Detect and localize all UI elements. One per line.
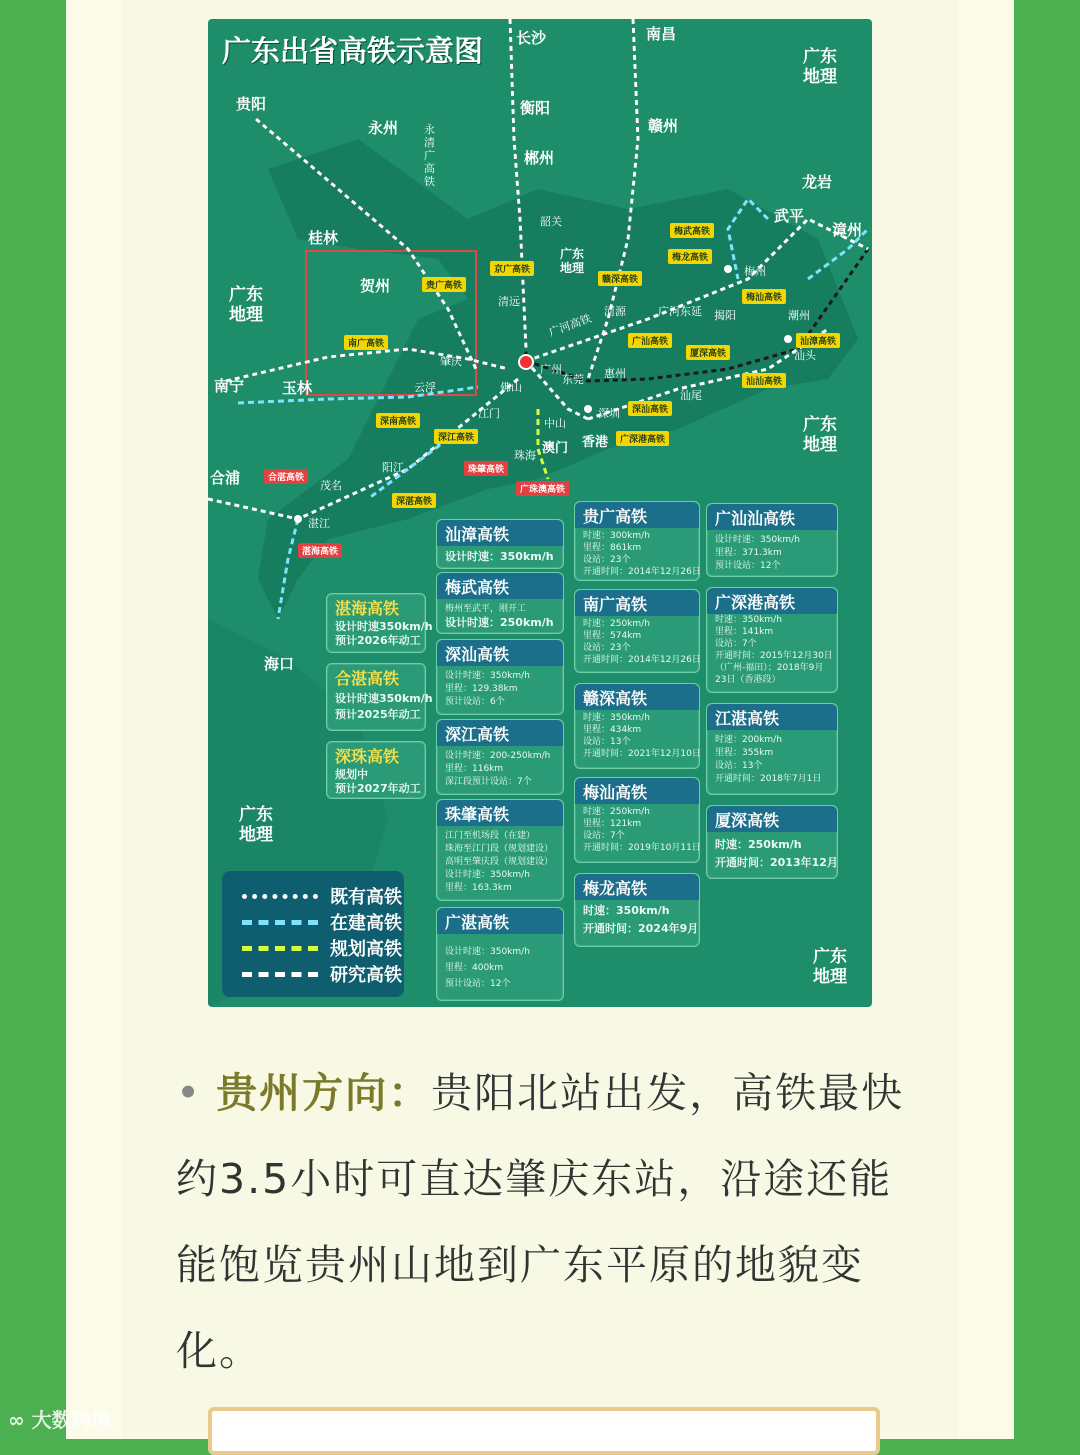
tag-nan-guang: 南广高铁 [344,335,388,350]
route-card-zhanhai [326,593,433,653]
route-name: 梅汕高铁 [583,783,648,802]
route-name: 赣深高铁 [583,689,648,708]
right-border [1014,0,1080,1439]
city-shanwei: 汕尾 [680,389,702,402]
route-detail: 时速：200km/h [715,735,782,745]
city-wuping: 武平 [774,207,805,225]
watermark-text: 广东 地理 [803,415,837,455]
route-detail: 开通时间：2014年12月26日 [583,655,701,665]
left-margin [66,0,122,1439]
route-detail: 里程：861km [583,543,642,553]
route-card-meishan [574,777,700,863]
tag-he-zhan: 合湛高铁 [264,469,308,484]
route-detail: 设站：23个 [583,555,631,565]
route-detail: 里程：116km [445,764,504,774]
route-detail: 里程：371.3km [715,548,782,558]
city-chenzhou: 郴州 [524,149,555,167]
legend-label: 研究高铁 [330,965,402,986]
route-detail: 预计2027年动工 [335,782,421,795]
city-jieyang: 揭阳 [714,309,736,322]
brand-logo [8,1404,112,1433]
brand-logo-icon: ∞ [8,1408,32,1432]
legend-swatch [242,920,318,925]
watermark-text: 广东 地理 [803,47,837,87]
route-name: 江湛高铁 [715,709,780,728]
tag-shen-zhan: 深湛高铁 [392,493,436,508]
route-detail: 预计设站：12个 [715,561,781,571]
route-detail: 时速：350km/h [715,615,782,625]
route-detail: 设计时速350km/h [335,692,433,705]
tag-shen-jiang: 深江高铁 [434,429,478,444]
route-card-jiangzhan [706,703,838,795]
legend-row [236,909,406,933]
next-image-card[interactable] [208,1407,880,1455]
route-detail: 开通时间：2024年9月 [583,922,699,935]
city-nanchang: 南昌 [646,25,677,43]
tag-shen-nan: 深南高铁 [376,413,420,428]
railway-map-image[interactable] [208,19,872,1007]
legend-label: 规划高铁 [330,939,402,960]
route-card-nanguang [574,589,700,673]
route-detail: 时速：300km/h [583,531,650,541]
route-detail: 设站：23个 [583,643,631,653]
watermark-text: 广东 地理 [239,805,273,845]
watermark [798,47,842,87]
route-detail: 里程：121km [583,819,642,829]
city-guangzhou: 广州 [540,363,562,376]
city-yangjiang: 阳江 [382,461,404,474]
tag-guang-zhu-ao: 广珠澳高铁 [516,481,569,496]
tag-mei-long: 梅龙高铁 [668,249,712,264]
legend-swatch [242,894,318,899]
city-zhanjiang: 湛江 [308,517,330,530]
route-name: 广汕汕高铁 [715,509,796,528]
tag-xia-shen: 厦深高铁 [686,345,730,360]
line-guanghe-east: 广河东延 [658,305,702,318]
route-detail: 预计2025年动工 [335,708,421,721]
route-detail: 时速：250km/h [583,619,650,629]
route-name: 贵广高铁 [583,507,648,526]
route-detail: 开通时间：2021年12月10日 [583,749,701,759]
city-chaozhou: 潮州 [788,309,810,322]
route-detail: 里程：434km [583,725,642,735]
tag-mei-wu: 梅武高铁 [670,223,714,238]
route-name: 梅龙高铁 [583,879,648,898]
city-macau: 澳门 [542,441,569,456]
route-detail: 设计时速：350km/h [445,947,530,957]
watermark [234,805,278,845]
city-yulin: 玉林 [282,379,313,397]
city-changsha: 长沙 [516,29,547,47]
watermark [550,247,594,275]
city-shenzhen: 深圳 [598,407,620,420]
route-detail: 设计时速350km/h [335,620,433,633]
bullet-icon: • [176,1069,203,1117]
tag-zhu-zhao: 珠肇高铁 [464,461,508,476]
city-foshan: 佛山 [500,381,522,394]
route-detail: 里程：574km [583,631,642,641]
route-detail: 设计时速：200-250km/h [445,751,551,761]
bullet-body: 贵阳北站出发，高铁最快约3.5小时可直达肇庆东站，沿途还能能饱览贵州山地到广东平原的地貌变化。 [176,1069,905,1375]
route-detail: 预计2026年动工 [335,634,421,647]
route-detail: 江门至机场段（在建） [445,831,536,841]
city-shantou: 汕头 [794,349,816,362]
route-detail: 时速：350km/h [583,904,670,917]
tag-gui-guang: 贵广高铁 [422,277,466,292]
route-detail: 里程：163.3km [445,883,512,893]
route-detail: 深江段预计设站：7个 [445,777,532,787]
watermark [224,285,268,325]
route-detail: 里程：141km [715,627,774,637]
route-detail: 设计时速：350km/h [715,535,800,545]
city-meizhou: 梅州 [744,265,766,278]
route-detail: 里程：129.38km [445,684,518,694]
bullet-heading: 贵州方向： [216,1069,432,1117]
route-card-meiwu [436,572,564,634]
city-guiyang: 贵阳 [236,95,267,113]
city-huizhou: 惠州 [604,367,626,380]
city-hezhou: 贺州 [360,277,391,295]
legend-label: 在建高铁 [330,913,402,934]
route-detail: 规划中 [335,768,368,781]
city-zhangzhou: 漳州 [832,221,863,239]
city-zhuhai: 珠海 [514,449,536,462]
route-detail: 设计时速：250km/h [445,616,554,629]
route-card-shenjiang [436,719,564,795]
left-border [0,0,66,1439]
route-card-zhuzhao [436,799,564,901]
route-detail: 设站：7个 [715,639,757,649]
route-detail: 设计时速：350km/h [445,870,530,880]
route-detail: 开通时间：2015年12月30日 [715,651,833,661]
tag-mei-shan: 梅汕高铁 [742,289,786,304]
route-card-guangzhan [436,907,564,1001]
route-name: 湛海高铁 [335,599,400,618]
city-hongkong: 香港 [582,435,609,450]
tag-shan-zhang: 汕漳高铁 [796,333,840,348]
route-detail: 开通时间：2014年12月26日 [583,567,701,577]
legend-swatch [242,946,318,951]
city-maoming: 茂名 [320,479,342,492]
route-name: 深江高铁 [445,725,510,744]
route-name: 汕漳高铁 [445,525,510,544]
city-jiangmen: 江门 [478,407,500,420]
route-card-hezhan [326,663,433,731]
route-detail: 时速：250km/h [583,807,650,817]
route-detail: 设计时速：350km/h [445,550,554,563]
route-detail: 23日（香港段） [715,675,781,685]
route-card-shenzhu [326,741,426,799]
city-longyan: 龙岩 [802,173,833,191]
route-name: 广深港高铁 [715,593,796,612]
route-detail: 设站：13个 [583,737,631,747]
city-ganzhou: 赣州 [648,117,679,135]
tag-shan-shan: 汕汕高铁 [742,373,786,388]
watermark-text: 广东 地理 [229,285,263,325]
line-yongqing: 永 清 广 高 铁 [424,123,435,188]
city-yongzhou: 永州 [368,119,399,137]
route-card-ganshen [574,683,700,769]
tag-guang-shen-gang: 广深港高铁 [616,431,669,446]
city-haikou: 海口 [264,655,295,673]
tag-guang-shan: 广汕高铁 [628,333,672,348]
city-zhongshan: 中山 [544,417,566,430]
legend-row [236,961,406,985]
route-detail: 预计设站：6个 [445,697,505,707]
city-heyuan: 河源 [604,305,626,318]
map-title: 广东出省高铁示意图 [222,34,484,68]
route-detail: 梅州至武平，刚开工 [445,604,527,614]
city-shaoguan: 韶关 [540,215,562,228]
city-zhaoqing: 肇庆 [440,355,462,368]
city-hengyang: 衡阳 [520,99,551,117]
route-card-xiashen [706,805,838,879]
tag-shen-shan: 深汕高铁 [628,401,672,416]
route-name: 南广高铁 [583,595,648,614]
city-hepu: 合浦 [210,469,241,487]
route-card-shanzhang [436,519,564,569]
route-name: 珠肇高铁 [445,805,510,824]
watermark-text: 广东 地理 [559,247,584,275]
map-legend [222,871,404,997]
route-name: 梅武高铁 [445,578,510,597]
legend-swatch [242,972,318,977]
route-name: 合湛高铁 [335,669,400,688]
route-name: 广湛高铁 [445,913,510,932]
watermark [798,415,842,455]
right-margin [958,0,1014,1439]
route-detail: 设站：13个 [715,761,763,771]
route-name: 厦深高铁 [715,811,780,830]
route-detail: 里程：355km [715,748,774,758]
city-dongguan: 东莞 [562,373,584,386]
route-detail: 高明至肇庆段（规划建设） [445,857,554,867]
city-guilin: 桂林 [308,229,339,247]
route-card-guiguang [574,501,700,581]
route-detail: 开通时间：2019年10月11日 [583,843,701,853]
tag-jing-guang: 京广高铁 [490,261,534,276]
city-yunfu: 云浮 [414,381,436,394]
city-nanning: 南宁 [214,377,245,395]
route-detail: 里程：400km [445,963,504,973]
route-name: 深珠高铁 [335,747,400,766]
article-paragraph [176,1050,916,1394]
route-detail: 预计设站：12个 [445,979,511,989]
route-detail: 开通时间：2018年7月1日 [715,774,822,784]
legend-label: 既有高铁 [330,887,402,908]
route-detail: 设站：7个 [583,831,625,841]
route-card-meilong [574,873,700,947]
tag-zhan-hai: 湛海高铁 [298,543,342,558]
legend-row [236,883,406,907]
brand-logo-text: 大数跨境 [31,1408,112,1432]
city-qingyuan: 清远 [498,295,520,308]
route-detail: 珠海至江门段（规划建设） [445,844,554,854]
tag-gan-shen: 赣深高铁 [598,271,642,286]
route-detail: 设计时速：350km/h [445,671,530,681]
watermark [808,947,852,987]
route-name: 深汕高铁 [445,645,510,664]
route-card-shenshan [436,639,564,715]
line-guanghe: 广河高铁 [547,311,594,340]
watermark-text: 广东 地理 [813,947,847,987]
route-card-guangshanshan [706,503,838,577]
route-detail: 开通时间：2013年12月 [715,856,838,869]
route-detail: 时速：250km/h [715,838,802,851]
route-card-guangshengang [706,587,838,693]
legend-row [236,935,406,959]
route-detail: 时速：350km/h [583,713,650,723]
route-detail: （广州-福田）；2018年9月 [715,663,824,673]
